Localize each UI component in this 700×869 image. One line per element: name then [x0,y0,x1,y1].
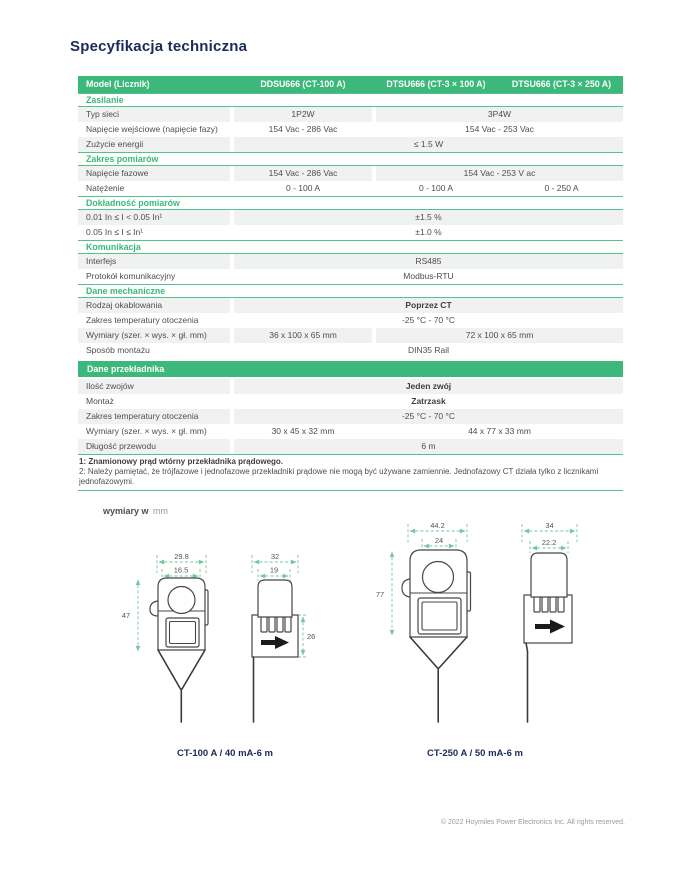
dimension-label: 34 [545,521,554,530]
cable-strain-relief [410,637,467,668]
row-label: Natężenie [86,183,125,193]
table-row [78,313,623,328]
table-row [78,122,623,137]
ct100-side-view [252,552,315,722]
row-label: Napięcie wejściowe (napięcie fazy) [86,124,218,134]
table-row [78,181,623,196]
row-label: Napięcie fazowe [78,166,230,181]
row-label: Sposób montażu [86,345,150,355]
row-label: Zakres temperatury otoczenia [86,315,199,325]
dimension-label: 19 [269,565,279,575]
header-cell: DDSU666 (CT-100 A) [260,79,346,89]
footnotes [78,454,623,491]
value-cell: Zatrzask [411,396,446,406]
footnote: 1: Znamionowy prąd wtórny przekładnika prądowego. [79,457,284,466]
row-label: 0.01 In ≤ I < 0.05 In¹ [78,210,230,225]
value-cell: 3P4W [376,107,623,122]
value-cell: 44 x 77 x 33 mm [468,426,531,436]
value-cell: 36 x 100 x 65 mm [234,328,372,343]
value-cell: 6 m [234,439,623,454]
row-label: Zużycie energii [78,137,230,152]
section-title: Zasilanie [78,93,623,107]
ct250-caption: CT-250 A / 50 mA-6 m [427,748,523,759]
row-label: Wymiary (szer. × wys. × gł. mm) [86,426,207,436]
table-row [78,424,623,439]
row-label: Rodzaj okablowania [78,298,230,313]
dimension-label: 29.8 [174,552,189,561]
section-title: Dokładność pomiarów [78,196,623,210]
dimension-label: 77 [375,590,385,599]
dimension-label: 16.5 [173,565,189,575]
value-cell: 154 Vac - 286 Vac [234,166,372,181]
table-row [78,328,623,343]
section-title: Zakres pomiarów [78,152,623,166]
table-row [78,409,623,424]
table-row [78,107,623,122]
ct250-front-view [376,521,471,722]
row-label: Protokół komunikacyjny [86,271,176,281]
table-row [78,298,623,313]
footnote: 2: Należy pamiętać, że trójfazowe i jednofazowe przekładniki prądowe nie mogą być używane zamiennie. Jednofazowy CT działa tylko z licznikami jednofazowymi. [79,467,599,486]
value-cell: 0 - 100 A [285,183,321,193]
value-cell: 154 Vac - 286 Vac [268,124,338,134]
row-label: Długość przewodu [78,439,230,454]
dimensions-note-text: wymiary w [103,506,149,516]
clamp-hole [168,587,195,614]
ct100-caption: CT-100 A / 40 mA-6 m [177,748,273,759]
table-row [78,343,623,358]
table-row [78,137,623,152]
value-cell: 154 Vac - 253 V ac [376,166,623,181]
row-label: Wymiary (szer. × wys. × gł. mm) [78,328,230,343]
clamp-top [258,580,292,617]
row-label: Ilość zwojów [78,379,230,394]
dimension-label: 24 [434,536,444,545]
value-cell: DIN35 Rail [407,345,450,355]
table-row [78,254,623,269]
row-label: Interfejs [78,254,230,269]
label-window [166,618,199,647]
value-cell: 0 - 100 A [418,183,454,193]
spec-table [78,76,623,491]
value-cell: -25 °C - 70 °C [401,315,456,325]
dimension-label: 26 [307,632,316,641]
row-label: Zakres temperatury otoczenia [78,409,230,424]
copyright-footer: © 2022 Hoymiles Power Electronics Inc. All rights reserved. [440,819,625,826]
row-label: Montaż [86,396,114,406]
dimension-label: 47 [121,611,131,620]
dimension-label: 22.2 [541,538,557,547]
table-row [78,269,623,284]
header-cell: DTSU666 (CT-3 × 250 A) [511,79,612,89]
table-row [78,166,623,181]
table-header-row [78,76,623,93]
section-title: Dane mechaniczne [78,284,623,298]
ct250-side-dimensions [522,521,577,553]
section-title: Dane przekładnika [78,361,623,377]
page-title: Specyfikacja techniczna [70,38,248,55]
clamp-hole [423,562,454,593]
cable [526,643,528,722]
ct250-side-view [522,521,577,722]
clamp-top [531,553,567,597]
clamp-hinge-ear [402,579,410,597]
section-title: Komunikacja [78,240,623,254]
table-row [78,225,623,240]
table-row [78,439,623,454]
header-cell: DTSU666 (CT-3 × 100 A) [386,79,486,89]
value-cell: Jeden zwój [234,379,623,394]
value-cell: -25 °C - 70 °C [234,409,623,424]
value-cell: RS485 [234,254,623,269]
value-cell: ±1.5 % [234,210,623,225]
header-cell: Model (Licznik) [86,79,150,89]
cable-strain-relief [158,650,205,689]
value-cell: Poprzez CT [234,298,623,313]
value-cell: 1P2W [234,107,372,122]
dimension-label: 44.2 [430,521,445,530]
label-window [418,598,461,634]
value-cell: 72 x 100 x 65 mm [376,328,623,343]
value-cell: 0 - 250 A [544,183,579,193]
table-row [78,379,623,394]
value-cell: ≤ 1.5 W [234,137,623,152]
value-cell: 30 x 45 x 32 mm [271,426,335,436]
dimension-label: 32 [270,552,280,561]
row-label: Typ sieci [78,107,230,122]
value-cell: Modbus-RTU [403,271,454,281]
row-label: 0.05 In ≤ I ≤ In¹ [86,227,144,237]
clamp-hinge-ear [150,601,158,616]
value-cell: ±1.0 % [415,227,442,237]
table-row [78,394,623,409]
ct-dimension-drawings [95,505,635,770]
dimensions-note-unit: mm [153,506,169,516]
ct100-front-view [122,552,208,722]
value-cell: 154 Vac - 253 Vac [465,124,534,134]
table-row [78,210,623,225]
